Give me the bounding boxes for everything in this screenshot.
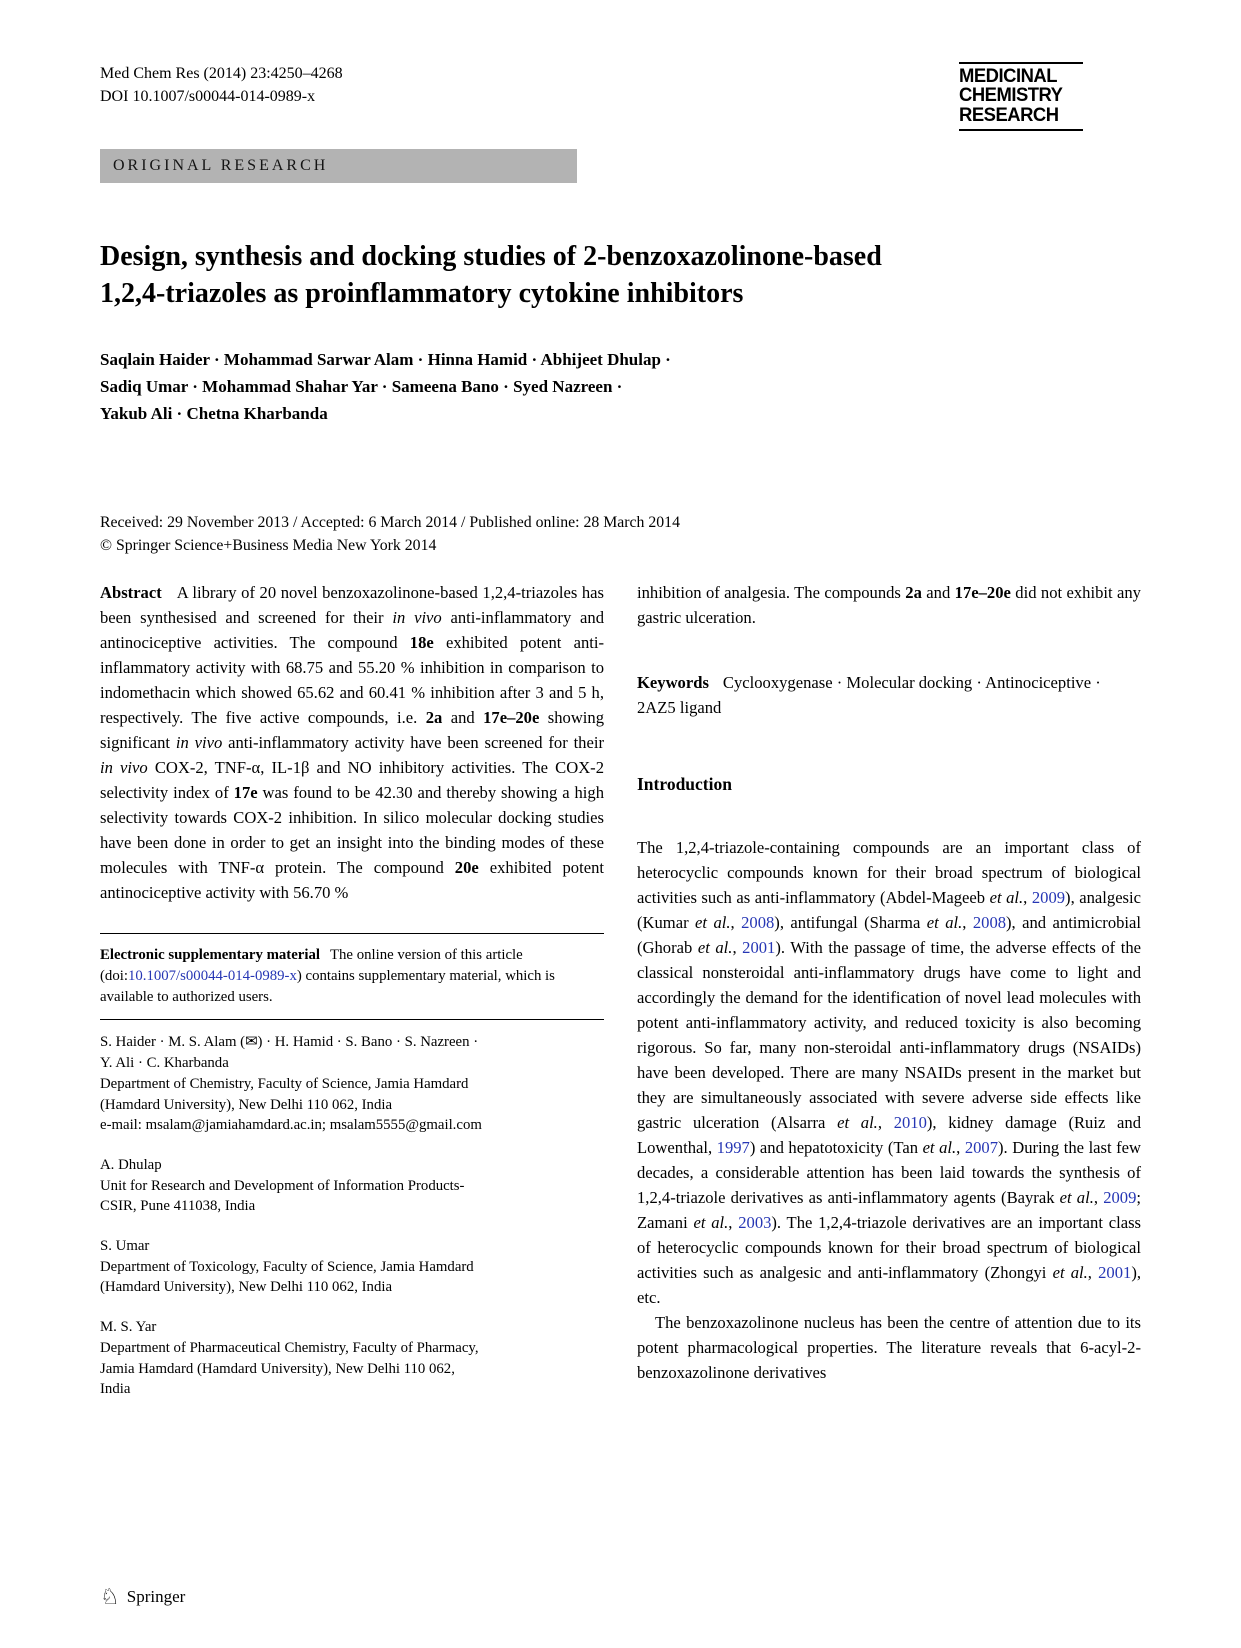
- affiliation-block-4: M. S. Yar Department of Pharmaceutical Chemistry, Faculty of Pharmacy, Jamia Hamdard (Hamdard University), New Delhi 110 062, India: [100, 1319, 479, 1398]
- citation-link[interactable]: 1997: [716, 1138, 750, 1158]
- journal-logo: MEDICINAL CHEMISTRY RESEARCH: [959, 62, 1083, 131]
- intro-paragraph-2: The benzoxazolinone nucleus has been the centre of attention due to its potent pharmacological properties. The literature reveals that 6-acyl-2-benzoxazolinone derivatives: [637, 1313, 1141, 1383]
- article-history: [100, 512, 1141, 558]
- affiliation-block-2: A. Dhulap Unit for Research and Development of Information Products- CSIR, Pune 411038, India: [100, 1156, 465, 1215]
- doi-line: DOI 10.1007/s00044-014-0989-x: [100, 88, 316, 106]
- citation-link[interactable]: 2003: [738, 1213, 772, 1233]
- journal-reference: Med Chem Res (2014) 23:4250–4268: [100, 65, 343, 82]
- abstract-paragraph: [100, 580, 604, 905]
- citation-link[interactable]: 2007: [964, 1138, 999, 1158]
- citation-link[interactable]: 2009: [1103, 1188, 1137, 1208]
- citation-link[interactable]: 2008: [741, 913, 775, 933]
- keywords: Keywords Cyclooxygenase · Molecular docking · Antinociceptive · 2AZ5 ligand: [637, 673, 1101, 718]
- affiliation-block-1: S. Haider · M. S. Alam (✉) · H. Hamid · S. Bano · S. Nazreen · Y. Ali · C. Kharbanda Department of Chemistry, Faculty of Science, Jamia Hamdard (Hamdard University), New Delhi 110 062, India e-mail: msalam@jamiahamdard.ac.in; msalam5555@gmail.com: [100, 1034, 482, 1134]
- springer-logo-icon: ♘: [100, 1584, 120, 1609]
- abstract-continuation: inhibition of analgesia. The compounds 2a and 17e–20e did not exhibit any gastric ulceration.: [637, 583, 1141, 628]
- citation-link[interactable]: 2001: [742, 938, 776, 958]
- section-heading-introduction: Introduction: [637, 774, 732, 795]
- authors-list: Saqlain Haider · Mohammad Sarwar Alam · Hinna Hamid · Abhijeet Dhulap · Sadiq Umar · Mohammad Shahar Yar · Sameena Bano · Syed Nazreen · Yakub Ali · Chetna Kharbanda: [100, 350, 671, 423]
- article-type-banner: [100, 149, 577, 183]
- publisher-footer: [100, 1586, 185, 1608]
- springer-label: Springer: [126, 1587, 186, 1606]
- two-column-body: [100, 580, 1141, 1419]
- left-column: [100, 580, 604, 1419]
- abstract-text: A library of 20 novel benzoxazolinone-based 1,2,4-triazoles has been synthesised and screened for their in vivo anti-inflammatory and antinociceptive activities. The compound 18e exhibited potent anti-inflammatory activity with 68.75 and 55.20 % inhibition in comparison to indomethacin which showed 65.62 and 60.41 % inhibition after 3 and 5 h, respectively. The five active compounds, i.e. 2a and 17e–20e showing significant in vivo anti-inflammatory activity have been screened for their in vivo COX-2, TNF-α, IL-1β and NO inhibitory activities. The COX-2 selectivity index of 17e was found to be 42.30 and thereby showing a high selectivity towards COX-2 inhibition. In silico molecular docking studies have been done in order to get an insight into the binding modes of these molecules with TNF-α protein. The compound 20e exhibited potent antinociceptive activity with 56.70 %: [100, 583, 605, 903]
- citation-link[interactable]: 2010: [893, 1113, 927, 1133]
- abstract-label: Abstract: [100, 583, 162, 603]
- intro-paragraph-1: The 1,2,4-triazole-containing compounds are an important class of heterocyclic compounds known for their broad spectrum of biological activities such as anti-inflammatory (Abdel-Mageeb et al., 2009), analgesic (Kumar et al., 2008), antifungal (Sharma et al., 2008), and antimicrobial (Ghorab et al., 2001). With the passage of time, the adverse effects of the classical nonsteroidal anti-inflammatory drugs have come to light and accordingly the demand for the identification of novel lead molecules with potent anti-inflammatory activity, and reduced toxicity is also becoming rigorous. So far, many non-steroidal anti-inflammatory drugs (NSAIDs) have been developed. There are many NSAIDs present in the market but they are simultaneously associated with severe adverse side effects like gastric ulceration (Alsarra et al., 2010), kidney damage (Ruiz and Lowenthal, 1997) and hepatotoxicity (Tan et al., 2007). During the last few decades, a considerable attention has been laid towards the synthesis of 1,2,4-triazole derivatives as anti-inflammatory agents (Bayrak et al., 2009; Zamani et al., 2003). The 1,2,4-triazole derivatives are an important class of heterocyclic compounds known for their broad spectrum of biological activities such as analgesic and anti-inflammatory (Zhongyi et al., 2001), etc.: [637, 838, 1142, 1308]
- supplementary-material-note: Electronic supplementary material The online version of this article (doi:10.1007/s00044-014-0989-x) contains supplementary material, which is available to authorized users.: [100, 947, 555, 1006]
- copyright-line: © Springer Science+Business Media New York 2014: [100, 536, 437, 554]
- affiliation-block-3: S. Umar Department of Toxicology, Faculty of Science, Jamia Hamdard (Hamdard University), New Delhi 110 062, India: [100, 1238, 474, 1296]
- right-column: [637, 580, 1141, 1419]
- citation-link[interactable]: 2008: [972, 913, 1007, 933]
- page-header: [100, 62, 1141, 131]
- article-title: Design, synthesis and docking studies of 2-benzoxazolinone-based 1,2,4-triazoles as proinflammatory cytokine inhibitors: [100, 241, 882, 310]
- citation-link[interactable]: 10.1007/s00044-014-0989-x: [127, 968, 297, 985]
- journal-meta: [100, 62, 343, 108]
- received-line: Received: 29 November 2013 / Accepted: 6 March 2014 / Published online: 28 March 2014: [100, 513, 680, 531]
- citation-link[interactable]: 2001: [1098, 1263, 1132, 1283]
- affiliations: [100, 1032, 604, 1400]
- citation-link[interactable]: 2009: [1031, 888, 1066, 908]
- footnote-rule-bottom: [100, 1019, 604, 1020]
- footnote-rule-top: [100, 933, 604, 934]
- article-type-label: ORIGINAL RESEARCH: [113, 157, 329, 175]
